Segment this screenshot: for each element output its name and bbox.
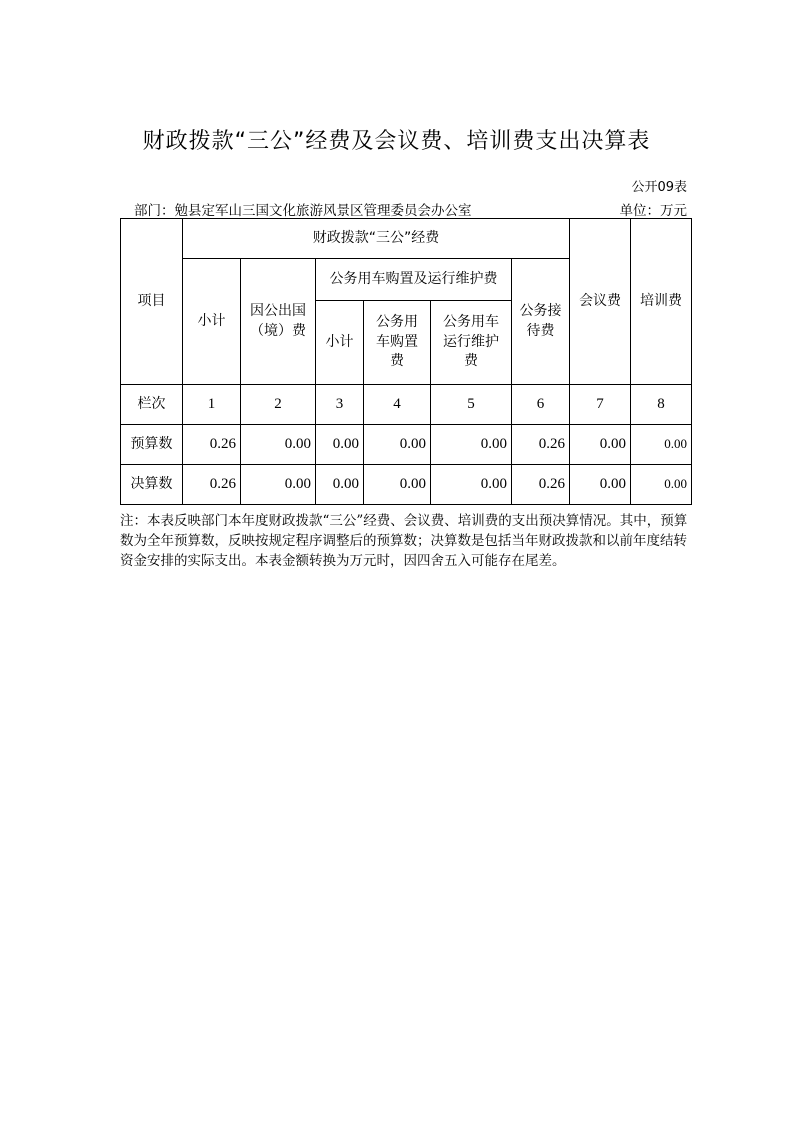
index-cell: 8 <box>631 385 692 425</box>
table-cell: 0.00 <box>316 425 364 465</box>
header-vehicle: 公务用车购置及运行维护费 <box>316 259 512 301</box>
table-cell: 0.00 <box>631 465 692 505</box>
row-label-final: 决算数 <box>121 465 183 505</box>
index-cell: 7 <box>570 385 631 425</box>
table-cell: 0.00 <box>316 465 364 505</box>
index-cell: 5 <box>431 385 512 425</box>
table-cell: 0.00 <box>241 465 316 505</box>
table-row <box>121 465 692 505</box>
index-row-label: 栏次 <box>121 385 183 425</box>
table-row <box>121 425 692 465</box>
table-cell: 0.00 <box>570 425 631 465</box>
index-cell: 1 <box>183 385 241 425</box>
header-sangong: 财政拨款“三公”经费 <box>183 219 570 259</box>
table-cell: 0.00 <box>431 425 512 465</box>
table-cell: 0.26 <box>512 465 570 505</box>
table-cell: 0.26 <box>183 465 241 505</box>
table-cell: 0.00 <box>631 425 692 465</box>
header-reception: 公务接待费 <box>512 259 570 385</box>
table-cell: 0.00 <box>364 425 431 465</box>
form-number: 公开09表 <box>631 180 687 195</box>
table-cell: 0.00 <box>570 465 631 505</box>
page-title: 财政拨款“三公”经费及会议费、培训费支出决算表 <box>142 129 651 154</box>
header-subtotal: 小计 <box>183 259 241 385</box>
table-note: 注：本表反映部门本年度财政拨款“三公”经费、会议费、培训费的支出预决算情况。其中，预算数为全年预算数，反映按规定程序调整后的预算数；决算数是包括当年财政拨款和以前年度结转资金安排的实际支出。本表金额转换为万元时，因四舍五入可能存在尾差。 <box>120 513 688 569</box>
unit-label: 单位：万元 <box>619 203 687 219</box>
table-cell: 0.00 <box>431 465 512 505</box>
header-training: 培训费 <box>631 219 692 385</box>
index-cell: 2 <box>241 385 316 425</box>
header-vehicle-purchase: 公务用车购置费 <box>364 301 431 385</box>
row-label-budget: 预算数 <box>121 425 183 465</box>
index-cell: 4 <box>364 385 431 425</box>
header-abroad: 因公出国（境）费 <box>241 259 316 385</box>
table-cell: 0.26 <box>183 425 241 465</box>
department-label: 部门：勉县定军山三国文化旅游风景区管理委员会办公室 <box>134 203 472 219</box>
index-cell: 6 <box>512 385 570 425</box>
table-cell: 0.00 <box>241 425 316 465</box>
header-vehicle-operation: 公务用车运行维护费 <box>431 301 512 385</box>
header-meeting: 会议费 <box>570 219 631 385</box>
header-item: 项目 <box>121 219 183 385</box>
header-vehicle-subtotal: 小计 <box>316 301 364 385</box>
index-cell: 3 <box>316 385 364 425</box>
table-cell: 0.26 <box>512 425 570 465</box>
table-cell: 0.00 <box>364 465 431 505</box>
expense-table <box>120 218 692 505</box>
